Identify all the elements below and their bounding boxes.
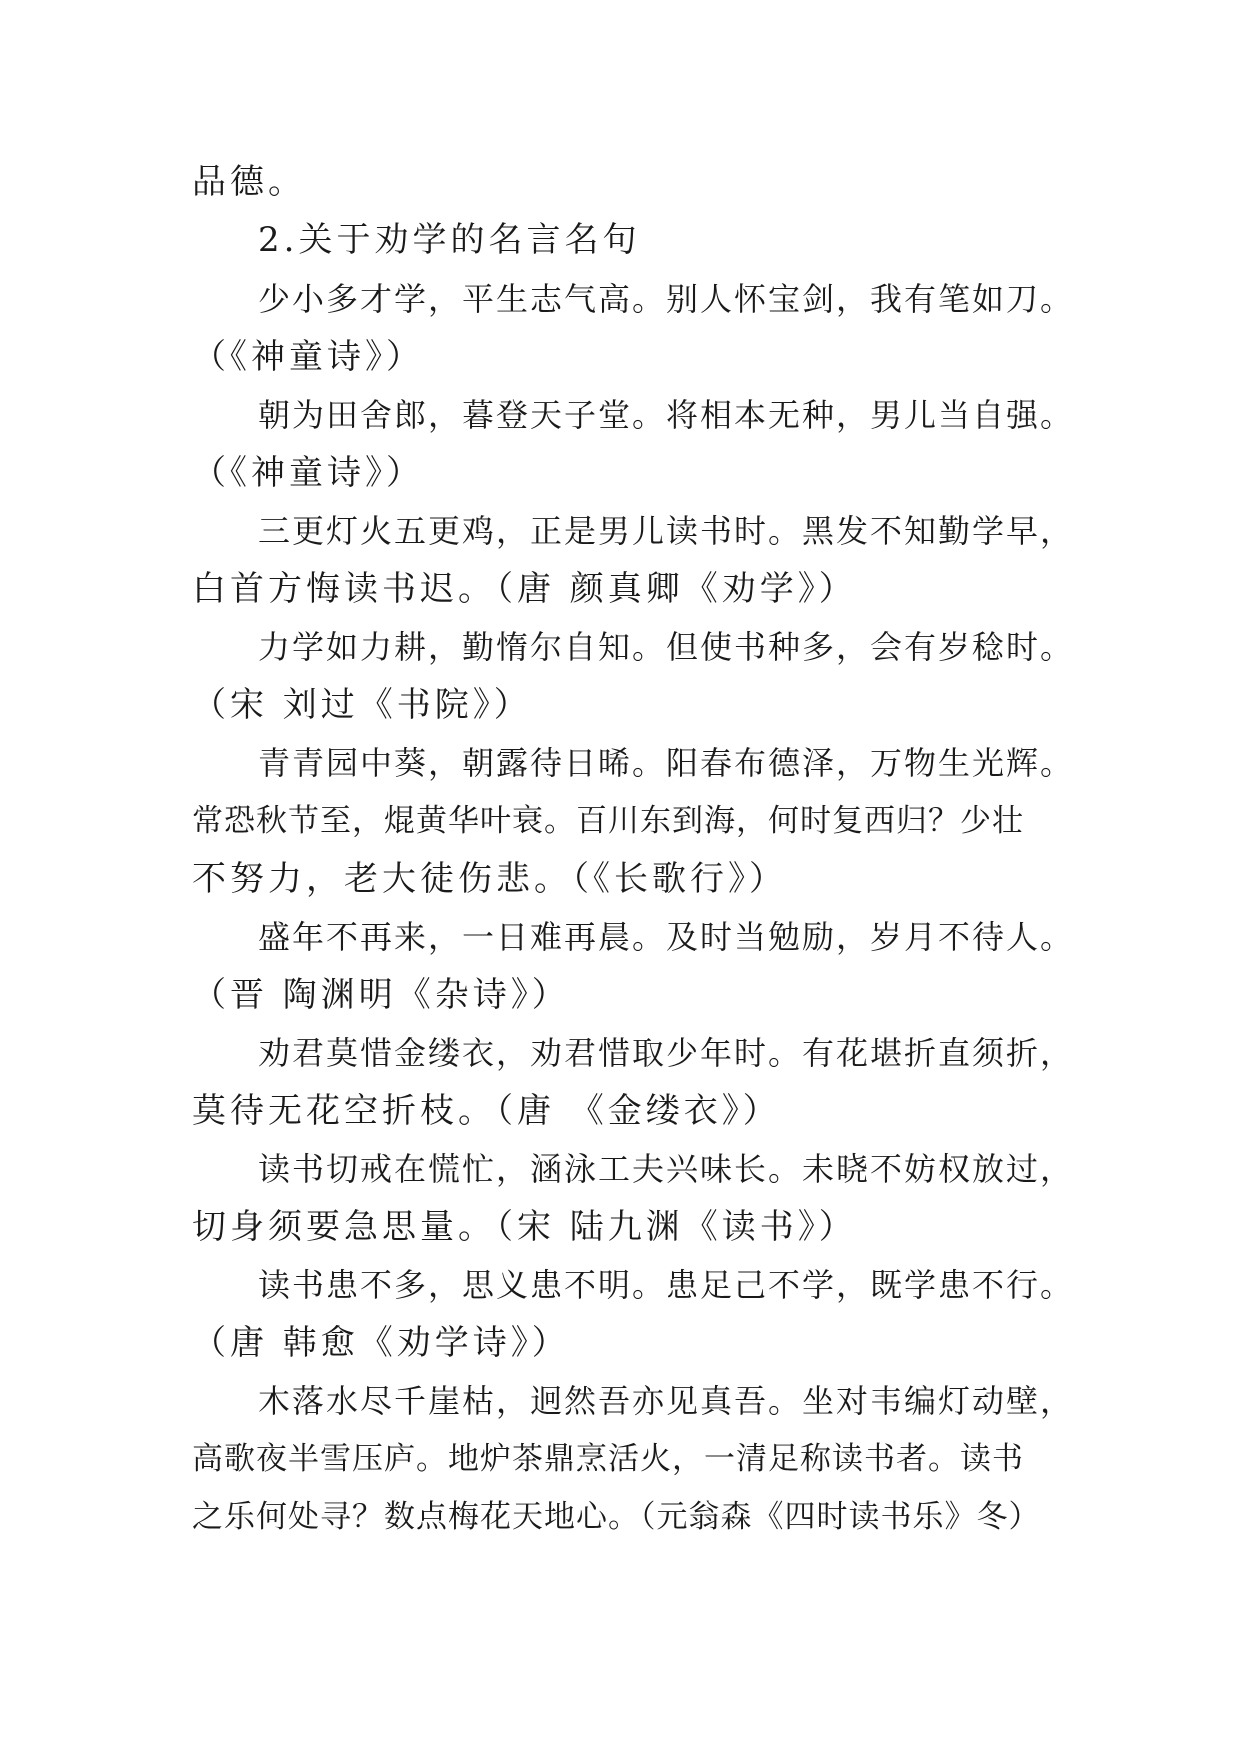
text-line: 之乐何处寻？数点梅花天地心。（元翁森《四时读书乐》冬） xyxy=(192,1499,1041,1535)
text-line: 高歌夜半雪压庐。地炉茶鼎烹活火，一清足称读书者。读书 xyxy=(192,1441,1024,1477)
section-heading: 2.关于劝学的名言名句 xyxy=(258,220,641,260)
text-line: 朝为田舍郎，暮登天子堂。将相本无种，男儿当自强。 xyxy=(258,396,1075,434)
text-line: 木落水尽千崖枯，迥然吾亦见真吾。坐对韦编灯动壁， xyxy=(258,1382,1075,1420)
text-line: 盛年不再来，一日难再晨。及时当勉励，岁月不待人。 xyxy=(258,918,1075,956)
text-line: 力学如力耕，勤惰尔自知。但使书种多，会有岁稔时。 xyxy=(258,628,1075,666)
text-line: 读书切戒在慌忙，涵泳工夫兴味长。未晓不妨权放过， xyxy=(258,1150,1075,1188)
text-line: 切身须要急思量。（宋 陆九渊《读书》） xyxy=(192,1207,857,1247)
text-line: 三更灯火五更鸡，正是男儿读书时。黑发不知勤学早， xyxy=(258,512,1075,550)
text-line: 劝君莫惜金缕衣，劝君惜取少年时。有花堪折直须折， xyxy=(258,1034,1075,1072)
text-line: （《神童诗》） xyxy=(192,453,424,493)
text-line: 品德。 xyxy=(192,162,306,202)
text-line: （晋 陶渊明《杂诗》） xyxy=(192,975,570,1015)
text-line: 莫待无花空折枝。（唐 《金缕衣》） xyxy=(192,1091,781,1131)
text-line: 读书患不多，思义患不明。患足己不学，既学患不行。 xyxy=(258,1266,1075,1304)
text-line: （宋 刘过《书院》） xyxy=(192,685,532,725)
text-line: 常恐秋节至，焜黄华叶衰。百川东到海，何时复西归？少壮 xyxy=(192,803,1024,839)
text-line: 不努力，老大徒伤悲。（《长歌行》） xyxy=(192,859,787,899)
text-line: （唐 韩愈《劝学诗》） xyxy=(192,1323,570,1363)
text-line: （《神童诗》） xyxy=(192,337,424,377)
text-line: 青青园中葵，朝露待日晞。阳春布德泽，万物生光辉。 xyxy=(258,744,1075,782)
text-line: 少小多才学，平生志气高。别人怀宝剑，我有笔如刀。 xyxy=(258,280,1075,318)
text-line: 白首方悔读书迟。（唐 颜真卿《劝学》） xyxy=(192,569,857,609)
